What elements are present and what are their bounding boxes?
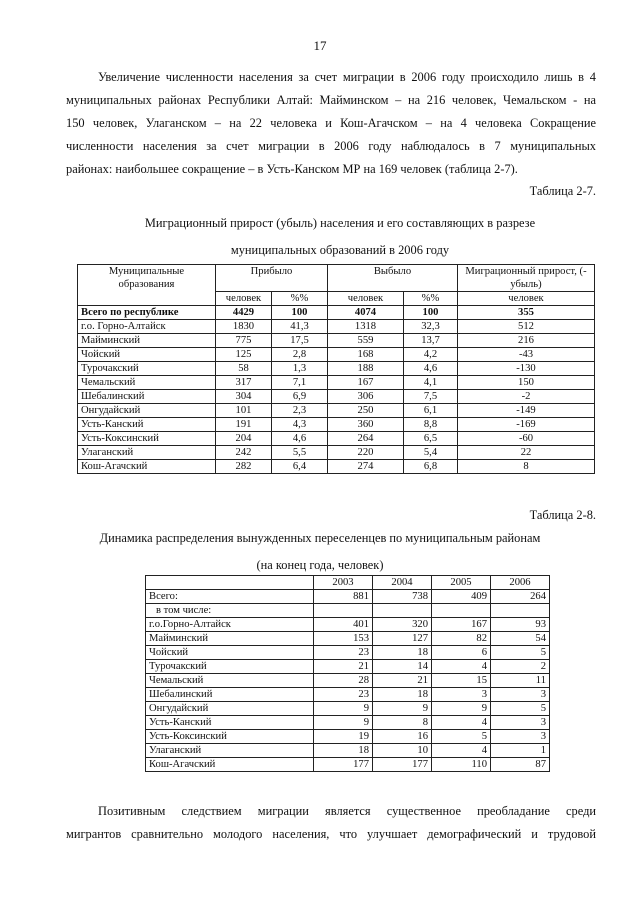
value-cell: 21 — [373, 674, 432, 688]
arrived-count-cell: 317 — [216, 376, 272, 390]
value-cell: 9 — [314, 716, 373, 730]
value-cell: 167 — [432, 618, 491, 632]
arrived-count-cell: 282 — [216, 460, 272, 474]
displaced-persons-table-body — [146, 576, 550, 772]
departed-count-cell: 1318 — [328, 320, 404, 334]
growth-cell: 355 — [458, 306, 595, 320]
district-cell: Онгудайский — [146, 702, 314, 716]
value-cell: 28 — [314, 674, 373, 688]
year-header-cell: 2004 — [373, 576, 432, 590]
departed-count-cell: 250 — [328, 404, 404, 418]
value-cell: 19 — [314, 730, 373, 744]
departed-count-cell: 168 — [328, 348, 404, 362]
value-cell: 93 — [491, 618, 550, 632]
district-cell: Улаганский — [146, 744, 314, 758]
departed-count-cell: 306 — [328, 390, 404, 404]
value-cell: 264 — [491, 590, 550, 604]
value-cell: 54 — [491, 632, 550, 646]
arrived-percent-cell: 6,9 — [272, 390, 328, 404]
displaced-persons-table — [145, 575, 550, 772]
value-cell: 11 — [491, 674, 550, 688]
table2-caption — [0, 525, 640, 579]
departed-count-cell: 360 — [328, 418, 404, 432]
value-cell: 409 — [432, 590, 491, 604]
value-cell: 127 — [373, 632, 432, 646]
district-cell: Всего: — [146, 590, 314, 604]
table-row — [146, 758, 550, 772]
value-cell: 87 — [491, 758, 550, 772]
table-row — [78, 320, 595, 334]
empty-cell — [373, 604, 432, 618]
table-row — [146, 702, 550, 716]
district-cell: Майминский — [146, 632, 314, 646]
value-cell: 177 — [373, 758, 432, 772]
district-cell: Кош-Агачский — [146, 758, 314, 772]
departed-percent-cell: 4,1 — [404, 376, 458, 390]
departed-count-cell: 220 — [328, 446, 404, 460]
departed-percent-cell: 13,7 — [404, 334, 458, 348]
total-row — [78, 306, 595, 320]
table2-label: Таблица 2-8. — [529, 508, 596, 522]
value-cell: 18 — [373, 688, 432, 702]
district-cell: Турочакский — [146, 660, 314, 674]
municipality-cell: Усть-Канский — [78, 418, 216, 432]
growth-cell: 8 — [458, 460, 595, 474]
value-cell: 3 — [491, 716, 550, 730]
municipality-cell: Кош-Агачский — [78, 460, 216, 474]
empty-cell — [432, 604, 491, 618]
value-cell: 153 — [314, 632, 373, 646]
municipality-cell: Усть-Коксинский — [78, 432, 216, 446]
value-cell: 6 — [432, 646, 491, 660]
value-cell: 1 — [491, 744, 550, 758]
value-cell: 9 — [373, 702, 432, 716]
sub-people: человек — [216, 292, 272, 306]
arrived-percent-cell: 1,3 — [272, 362, 328, 376]
page-number: 17 — [313, 38, 327, 53]
municipality-cell: Чойский — [78, 348, 216, 362]
table-row — [146, 688, 550, 702]
arrived-count-cell: 4429 — [216, 306, 272, 320]
paragraph-line: численности населения за счет миграции в 2006 году наблюдалось в 7 муниципальных — [66, 139, 596, 153]
migration-table — [77, 264, 595, 474]
paragraph-line: 150 человек, Улаганском – на 22 человека и Кош-Агачском – на 4 человека Сокращение — [66, 116, 596, 130]
table1-caption-line1: Миграционный прирост (убыль) населения и его составляющих в разрезе — [144, 216, 536, 230]
arrived-count-cell: 775 — [216, 334, 272, 348]
departed-count-cell: 274 — [328, 460, 404, 474]
arrived-count-cell: 101 — [216, 404, 272, 418]
growth-cell: -130 — [458, 362, 595, 376]
district-cell: Усть-Коксинский — [146, 730, 314, 744]
departed-percent-cell: 7,5 — [404, 390, 458, 404]
year-header-cell: 2006 — [491, 576, 550, 590]
value-cell: 14 — [373, 660, 432, 674]
value-cell: 16 — [373, 730, 432, 744]
table1-label: Таблица 2-7. — [529, 184, 596, 198]
growth-cell: -60 — [458, 432, 595, 446]
departed-count-cell: 167 — [328, 376, 404, 390]
sub-percent: %% — [272, 292, 328, 306]
table-row — [146, 716, 550, 730]
arrived-percent-cell: 17,5 — [272, 334, 328, 348]
value-cell: 3 — [491, 688, 550, 702]
value-cell: 2 — [491, 660, 550, 674]
municipality-cell: Турочакский — [78, 362, 216, 376]
paragraph-line: мигрантов сравнительно молодого населения, что улучшает демографический и трудовой — [66, 827, 596, 841]
value-cell: 3 — [432, 688, 491, 702]
value-cell: 8 — [373, 716, 432, 730]
closing-paragraph — [66, 800, 596, 846]
arrived-percent-cell: 100 — [272, 306, 328, 320]
subheader-cell: в том числе: — [146, 604, 314, 618]
value-cell: 18 — [373, 646, 432, 660]
arrived-count-cell: 242 — [216, 446, 272, 460]
growth-cell: 22 — [458, 446, 595, 460]
header-arrived: Прибыло — [216, 265, 328, 292]
departed-percent-cell: 32,3 — [404, 320, 458, 334]
table-row — [146, 632, 550, 646]
table-header-row — [78, 265, 595, 292]
paragraph-line: Увеличение численности населения за счет миграции в 2006 году происходило лишь в 4 — [98, 70, 596, 84]
value-cell: 23 — [314, 646, 373, 660]
corner-cell — [146, 576, 314, 590]
table-row — [78, 432, 595, 446]
departed-count-cell: 264 — [328, 432, 404, 446]
table1-caption-line2: муниципальных образований в 2006 году — [230, 243, 450, 257]
value-cell: 5 — [491, 702, 550, 716]
paragraph-line: Позитивным следствием миграции является существенное преобладание среди — [98, 804, 596, 818]
arrived-percent-cell: 41,3 — [272, 320, 328, 334]
value-cell: 4 — [432, 660, 491, 674]
value-cell: 5 — [432, 730, 491, 744]
departed-percent-cell: 4,6 — [404, 362, 458, 376]
arrived-count-cell: 58 — [216, 362, 272, 376]
arrived-count-cell: 304 — [216, 390, 272, 404]
municipality-cell: Всего по республике — [78, 306, 216, 320]
arrived-percent-cell: 6,4 — [272, 460, 328, 474]
arrived-count-cell: 204 — [216, 432, 272, 446]
table-row — [146, 730, 550, 744]
district-cell: Шебалинский — [146, 688, 314, 702]
table-row — [146, 660, 550, 674]
value-cell: 401 — [314, 618, 373, 632]
table-row — [78, 404, 595, 418]
departed-percent-cell: 5,4 — [404, 446, 458, 460]
table-row — [146, 674, 550, 688]
value-cell: 10 — [373, 744, 432, 758]
header-departed: Выбыло — [328, 265, 458, 292]
arrived-percent-cell: 4,3 — [272, 418, 328, 432]
municipality-cell: г.о. Горно-Алтайск — [78, 320, 216, 334]
table-row — [78, 334, 595, 348]
arrived-percent-cell: 7,1 — [272, 376, 328, 390]
table-row — [146, 646, 550, 660]
empty-cell — [314, 604, 373, 618]
growth-cell: -2 — [458, 390, 595, 404]
arrived-count-cell: 125 — [216, 348, 272, 362]
table2-caption-line2: (на конец года, человек) — [256, 558, 384, 572]
value-cell: 110 — [432, 758, 491, 772]
year-header-row — [146, 576, 550, 590]
district-cell: Чойский — [146, 646, 314, 660]
table2-caption-line1: Динамика распределения вынужденных переселенцев по муниципальным районам — [99, 531, 541, 545]
paragraph-line: муниципальных районах Республики Алтай: Майминском – на 216 человек, Чемальском - на — [66, 93, 596, 107]
growth-cell: -43 — [458, 348, 595, 362]
value-cell: 18 — [314, 744, 373, 758]
departed-count-cell: 4074 — [328, 306, 404, 320]
value-cell: 9 — [432, 702, 491, 716]
value-cell: 15 — [432, 674, 491, 688]
value-cell: 177 — [314, 758, 373, 772]
growth-cell: 216 — [458, 334, 595, 348]
growth-cell: -169 — [458, 418, 595, 432]
header-growth: Миграционный прирост, (- убыль) — [458, 265, 595, 292]
subheader-row — [146, 604, 550, 618]
sub-people: человек — [328, 292, 404, 306]
table-row — [78, 376, 595, 390]
value-cell: 4 — [432, 744, 491, 758]
growth-cell: 150 — [458, 376, 595, 390]
table1-caption — [40, 210, 640, 264]
arrived-percent-cell: 5,5 — [272, 446, 328, 460]
migration-table-body — [78, 306, 595, 474]
header-municipality: Муниципальные образования — [78, 265, 216, 306]
departed-percent-cell: 6,5 — [404, 432, 458, 446]
departed-percent-cell: 6,1 — [404, 404, 458, 418]
year-header-cell: 2003 — [314, 576, 373, 590]
value-cell: 5 — [491, 646, 550, 660]
municipality-cell: Онгудайский — [78, 404, 216, 418]
total-row — [146, 590, 550, 604]
departed-percent-cell: 8,8 — [404, 418, 458, 432]
value-cell: 3 — [491, 730, 550, 744]
municipality-cell: Майминский — [78, 334, 216, 348]
value-cell: 881 — [314, 590, 373, 604]
departed-percent-cell: 4,2 — [404, 348, 458, 362]
table-row — [78, 348, 595, 362]
table-row — [78, 446, 595, 460]
growth-cell: 512 — [458, 320, 595, 334]
municipality-cell: Чемальский — [78, 376, 216, 390]
value-cell: 82 — [432, 632, 491, 646]
paragraph-line: районах: наибольшее сокращение – в Усть-Канском МР на 169 человек (таблица 2-7). — [66, 162, 518, 176]
departed-count-cell: 188 — [328, 362, 404, 376]
arrived-count-cell: 1830 — [216, 320, 272, 334]
table-row — [78, 460, 595, 474]
table-row — [78, 418, 595, 432]
table-row — [146, 744, 550, 758]
value-cell: 21 — [314, 660, 373, 674]
value-cell: 4 — [432, 716, 491, 730]
value-cell: 23 — [314, 688, 373, 702]
table-row — [146, 618, 550, 632]
arrived-count-cell: 191 — [216, 418, 272, 432]
municipality-cell: Шебалинский — [78, 390, 216, 404]
table-row — [78, 362, 595, 376]
departed-percent-cell: 100 — [404, 306, 458, 320]
departed-percent-cell: 6,8 — [404, 460, 458, 474]
municipality-cell: Улаганский — [78, 446, 216, 460]
district-cell: Усть-Канский — [146, 716, 314, 730]
year-header-cell: 2005 — [432, 576, 491, 590]
departed-count-cell: 559 — [328, 334, 404, 348]
arrived-percent-cell: 2,8 — [272, 348, 328, 362]
sub-people: человек — [458, 292, 595, 306]
table-row — [78, 390, 595, 404]
arrived-percent-cell: 4,6 — [272, 432, 328, 446]
district-cell: г.о.Горно-Алтайск — [146, 618, 314, 632]
value-cell: 9 — [314, 702, 373, 716]
intro-paragraph — [66, 66, 596, 181]
district-cell: Чемальский — [146, 674, 314, 688]
value-cell: 320 — [373, 618, 432, 632]
growth-cell: -149 — [458, 404, 595, 418]
sub-percent: %% — [404, 292, 458, 306]
arrived-percent-cell: 2,3 — [272, 404, 328, 418]
value-cell: 738 — [373, 590, 432, 604]
empty-cell — [491, 604, 550, 618]
